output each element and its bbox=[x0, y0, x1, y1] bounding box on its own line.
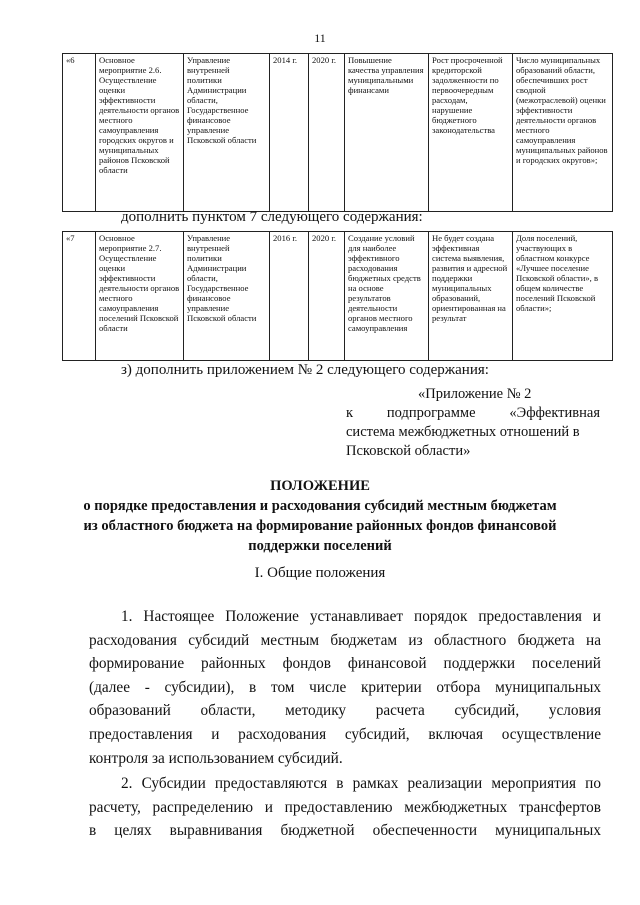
cell-result: Повышение качества управления муниципальными финансами bbox=[345, 54, 429, 212]
add-item-7-text: дополнить пунктом 7 следующего содержания: bbox=[121, 209, 423, 225]
paragraph-line: расчету, распределению и предоставлению межбюджетных трансфертов bbox=[89, 798, 601, 816]
title-line: поддержки поселений bbox=[248, 538, 392, 554]
appendix-ref-line: система межбюджетных отношений в bbox=[346, 424, 580, 440]
paragraph-2 bbox=[89, 772, 601, 843]
table-row bbox=[63, 232, 613, 361]
table-row-6 bbox=[62, 53, 613, 212]
paragraph-line: в целях выравнивания бюджетной обеспеченности муниципальных bbox=[89, 822, 601, 840]
paragraph-line: формирование районных фондов финансовой поддержки поселений bbox=[89, 655, 601, 673]
appendix-ref-line: «Приложение № 2 bbox=[418, 386, 532, 402]
add-appendix-text: з) дополнить приложением № 2 следующего содержания: bbox=[121, 362, 489, 378]
title-line: ПОЛОЖЕНИЕ bbox=[270, 478, 370, 494]
cell-start-year: 2014 г. bbox=[270, 54, 309, 212]
cell-number: «7 bbox=[63, 232, 96, 361]
appendix-reference bbox=[346, 385, 600, 461]
cell-indicator: Число муниципальных образований области, обеспечивших рост сводной (межотраслевой) оценки эффективности деятельности органов местного самоуправления муниципальных районов и городских округов»; bbox=[513, 54, 613, 212]
paragraph-line: 1. Настоящее Положение устанавливает порядок предоставления и bbox=[121, 608, 601, 625]
paragraph-line: 2. Субсидии предоставляются в рамках реализации мероприятия по bbox=[121, 775, 601, 792]
cell-event: Основное мероприятие 2.7. Осуществление оценки эффективности деятельности органов местного самоуправления поселений Псковской области bbox=[96, 232, 184, 361]
cell-risk: Не будет создана эффективная система выявления, развития и адресной поддержки муниципальных образований, ориентированная на результат bbox=[429, 232, 513, 361]
cell-risk: Рост просроченной кредиторской задолженности по первоочередным расходам, нарушение бюджетного законодательства bbox=[429, 54, 513, 212]
cell-end-year: 2020 г. bbox=[309, 54, 345, 212]
paragraph-line: образований области, методику расчета субсидий, условия bbox=[89, 702, 601, 720]
page-number: 11 bbox=[314, 31, 326, 45]
paragraph-line: предоставления и расходования субсидий, включая осуществление bbox=[89, 725, 601, 743]
paragraph-line: расходования субсидий местным бюджетам из областного бюджета на bbox=[89, 631, 601, 649]
paragraph-line: (далее - субсидии), в том числе критерии отбора муниципальных bbox=[89, 678, 601, 696]
cell-executor: Управление внутренней политики Администрации области, Государственное финансовое управление Псковской области bbox=[184, 54, 270, 212]
appendix-ref-line: к подпрограмме «Эффективная bbox=[346, 405, 600, 421]
title-line: из областного бюджета на формирование районных фондов финансовой bbox=[83, 518, 557, 534]
document-title bbox=[0, 476, 640, 556]
table-row bbox=[63, 54, 613, 212]
paragraph-1 bbox=[89, 605, 601, 770]
cell-start-year: 2016 г. bbox=[270, 232, 309, 361]
cell-end-year: 2020 г. bbox=[309, 232, 345, 361]
cell-event: Основное мероприятие 2.6. Осуществление оценки эффективности деятельности органов местного самоуправления городских округов и муниципальных районов Псковской области bbox=[96, 54, 184, 212]
section-heading: I. Общие положения bbox=[254, 565, 386, 581]
cell-executor: Управление внутренней политики Администрации области, Государственное финансовое управление Псковской области bbox=[184, 232, 270, 361]
cell-indicator: Доля поселений, участвующих в областном конкурсе «Лучшее поселение Псковской области», в общем количестве поселений Псковской области»; bbox=[513, 232, 613, 361]
appendix-ref-line: Псковской области» bbox=[346, 443, 471, 459]
table-row-7 bbox=[62, 231, 613, 361]
cell-number: «6 bbox=[63, 54, 96, 212]
cell-result: Создание условий для наиболее эффективного расходования бюджетных средств на основе результатов деятельности органов местного самоуправления bbox=[345, 232, 429, 361]
paragraph-line: контроля за использованием субсидий. bbox=[89, 749, 343, 767]
title-line: о порядке предоставления и расходования субсидий местным бюджетам bbox=[83, 498, 557, 514]
